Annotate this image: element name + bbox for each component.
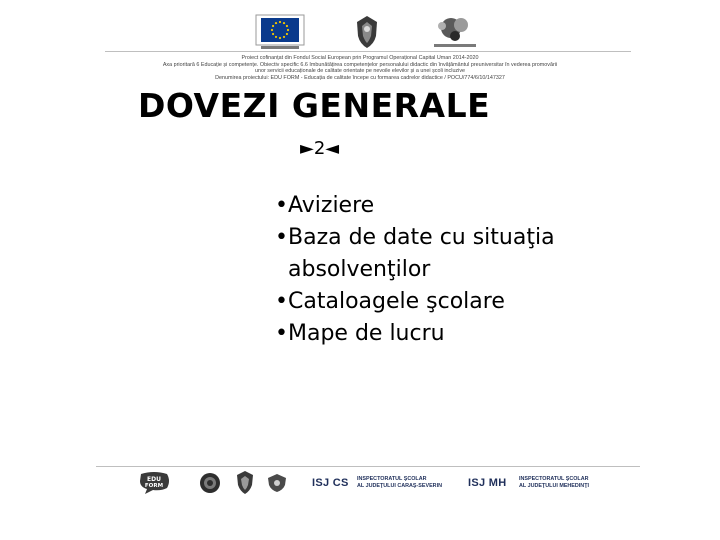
isj-mh-line: INSPECTORATUL ŞCOLAR: [519, 476, 589, 482]
bullet-item: • Cataloagele şcolare: [276, 286, 628, 318]
eu-star-icon: [286, 33, 288, 35]
program-line: unor servicii educaționale de calitate orientate pe nevoile elevilor și a unei școli incluzive: [254, 68, 466, 75]
program-line: Axa prioritară 6 Educație și competențe. Obiectiv specific 6.6 Îmbunătățirea competențelor personalului didactic din învățământul preuniversitar în vederea promovării: [162, 61, 558, 68]
eu-star-icon: [283, 36, 285, 38]
svg-text:FORM: FORM: [144, 483, 164, 489]
eu-star-icon: [272, 25, 274, 27]
fse-logo-icon: [428, 14, 482, 52]
edu-form-logo-icon: [137, 471, 171, 495]
eu-star-icon: [275, 22, 277, 24]
romania-crest-icon: [352, 14, 382, 52]
footer-divider: [96, 466, 640, 467]
eu-star-icon: [275, 36, 277, 38]
ministry-logo-icon: [264, 472, 290, 494]
isj-mh-acronym: ISJ MH: [468, 477, 507, 489]
eu-flag-icon: [255, 14, 305, 50]
eu-star-icon: [272, 33, 274, 35]
isj-cs-line: INSPECTORATUL ŞCOLAR: [357, 476, 427, 482]
eu-star-icon: [283, 22, 285, 24]
romania-crest-icon: [234, 470, 256, 496]
bullet-item: • Baza de date cu situaţia absolvenţilor: [276, 222, 628, 286]
isj-mh-line: AL JUDEŢULUI MEHEDINŢI: [519, 483, 589, 489]
header-logos: [0, 14, 720, 54]
eu-star-icon: [279, 21, 281, 23]
eu-star-icon: [279, 37, 281, 39]
page-marker: ►2◄: [300, 138, 340, 159]
program-line: Denumirea proiectului: EDU FORM - Educația de calitate începe cu formarea cadrelor didactice / POCU/774/6/10/147327: [215, 74, 505, 81]
eu-star-icon: [286, 25, 288, 27]
svg-text:EDU: EDU: [147, 476, 161, 483]
bullet-list: [276, 190, 628, 350]
footer-logos: [0, 470, 720, 496]
header-divider: [105, 51, 631, 52]
isj-cs-acronym: ISJ CS: [312, 477, 349, 489]
slide-title: DOVEZI GENERALE: [138, 86, 491, 125]
eu-star-icon: [287, 29, 289, 31]
isj-cs-name: [357, 476, 442, 490]
eu-star-icon: [271, 29, 273, 31]
bullet-item: • Mape de lucru: [276, 318, 628, 350]
isj-mh-name: [519, 476, 589, 490]
program-info: [100, 55, 620, 81]
program-line: Proiect cofinanțat din Fondul Social European prin Programul Operațional Capital Uman 2014-2020: [241, 55, 479, 61]
school-seal-icon: [199, 471, 221, 495]
bullet-item: • Aviziere: [276, 190, 628, 222]
isj-cs-line: AL JUDEŢULUI CARAŞ-SEVERIN: [357, 483, 442, 489]
